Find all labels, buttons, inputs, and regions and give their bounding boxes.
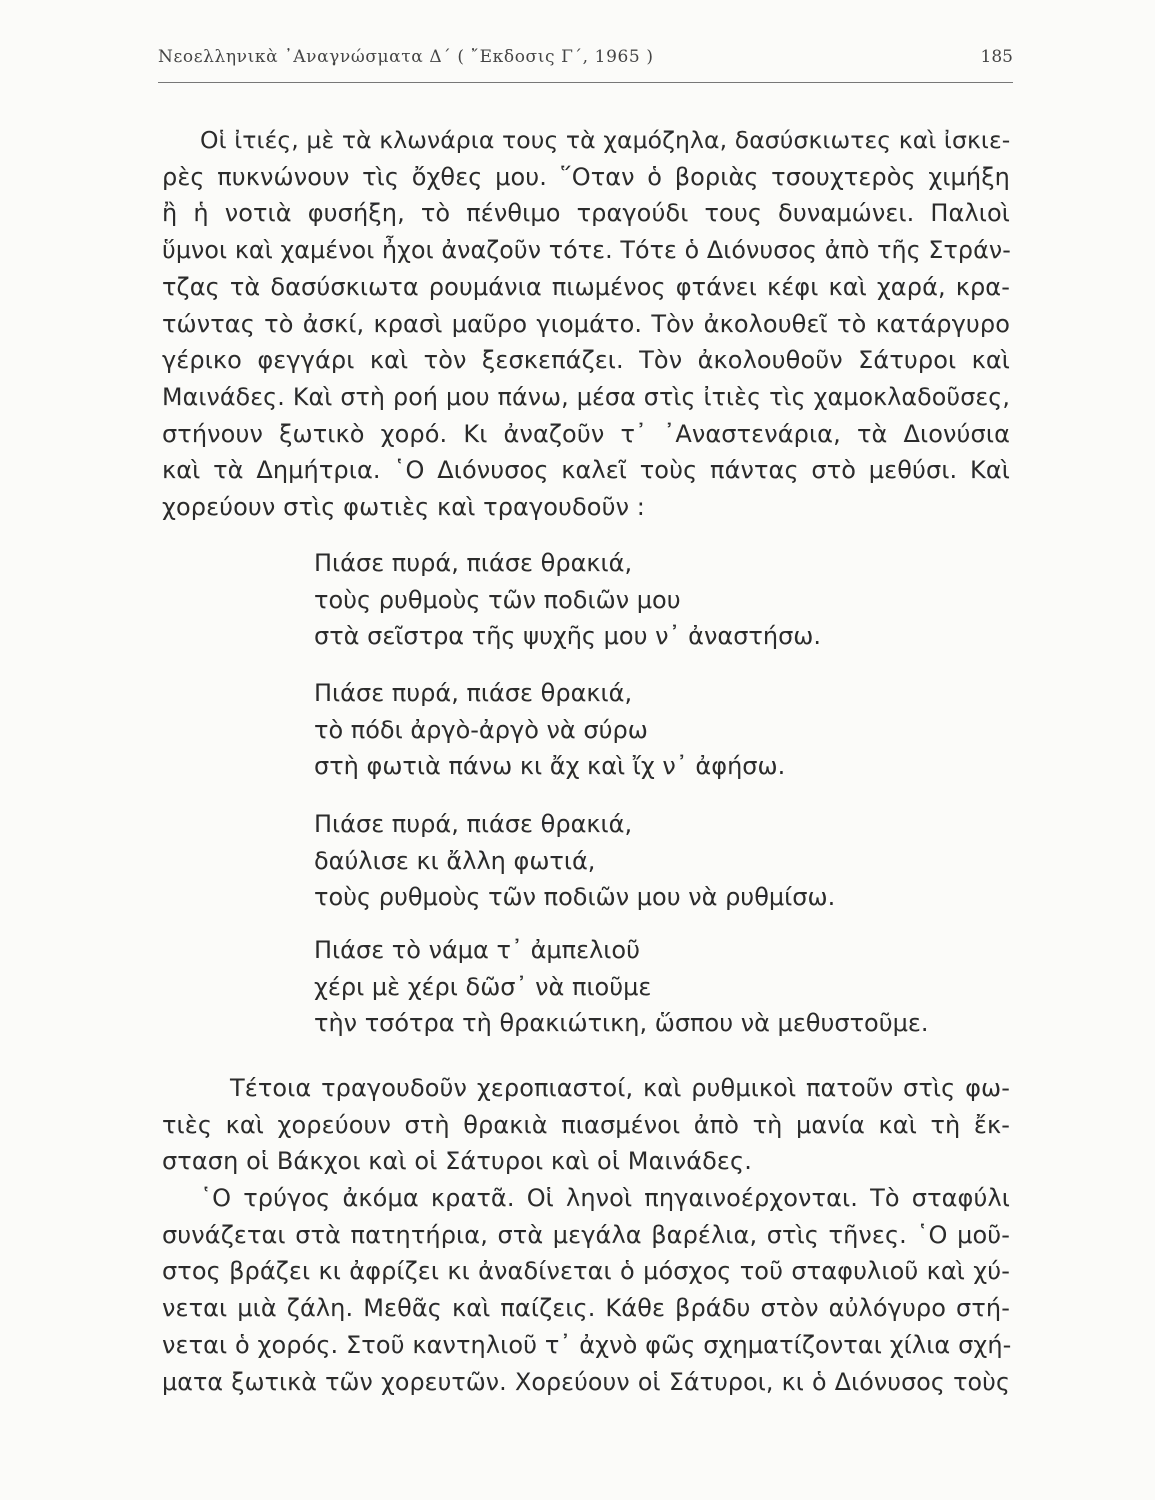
text-line: νεται ὁ χορός. Στοῦ καντηλιοῦ τ᾿ ἀχνὸ φῶς σχηματίζονται χίλια σχή- bbox=[162, 1330, 1012, 1359]
text-line: ρὲς πυκνώνουν τὶς ὄχθες μου. ῞Οταν ὁ βοριὰς τσουχτερὸς χιμήξη bbox=[162, 162, 1010, 191]
paragraph-2 bbox=[162, 1070, 1010, 1180]
text-line: Μαινάδες. Καὶ στὴ ροή μου πάνω, μέσα στὶς ἰτιὲς τὶς χαμοκλαδοῦσες, bbox=[162, 382, 1010, 411]
text-line: τώντας τὸ ἀσκί, κρασὶ μαῦρο γιομάτο. Τὸν ἀκολουθεῖ τὸ κατάργυρο bbox=[162, 309, 1010, 338]
text-line: συνάζεται στὰ πατητήρια, στὰ μεγάλα βαρέλια, στὶς τῆνες. ῾Ο μοῦ- bbox=[162, 1220, 1010, 1249]
verse-line: Πιάσε πυρά, πιάσε θρακιά, bbox=[314, 679, 633, 707]
text-line: στος βράζει κι ἀφρίζει κι ἀναδίνεται ὁ μόσχος τοῦ σταφυλιοῦ καὶ χύ- bbox=[162, 1257, 1010, 1286]
paragraph-3 bbox=[162, 1180, 1010, 1400]
text-line: σταση οἱ Βάκχοι καὶ οἱ Σάτυροι καὶ οἱ Μαινάδες. bbox=[162, 1147, 752, 1176]
text-line: ματα ξωτικὰ τῶν χορευτῶν. Χορεύουν οἱ Σάτυροι, κι ὁ Διόνυσος τοὺς bbox=[162, 1367, 1010, 1396]
running-title: Νεοελληνικὰ ᾿Αναγνώσματα Δ΄ ( ῎Εκδοσις Γ΄, 1965 ) bbox=[158, 47, 654, 67]
text-line: στήνουν ξωτικὸ χορό. Κι ἀναζοῦν τ᾿ ᾿Αναστενάρια, τὰ Διονύσια bbox=[162, 419, 1010, 448]
verse-line: Πιάσε πυρά, πιάσε θρακιά, bbox=[314, 810, 633, 838]
verse-line: τὸ πόδι ἀργὸ-ἀργὸ νὰ σύρω bbox=[314, 715, 648, 744]
poem-stanza-3 bbox=[314, 806, 835, 916]
page-number: 185 bbox=[980, 47, 1013, 67]
verse-line: Πιάσε πυρά, πιάσε θρακιά, bbox=[314, 549, 633, 577]
page-header bbox=[158, 42, 1013, 83]
poem-stanza-2 bbox=[314, 675, 785, 785]
text-line: τζας τὰ δασύσκιωτα ρουμάνια πιωμένος φτάνει κέφι καὶ χαρά, κρα- bbox=[162, 272, 1010, 301]
verse-line: στὴ φωτιὰ πάνω κι ἄχ καὶ ἴχ ν᾿ ἀφήσω. bbox=[314, 752, 786, 781]
paragraph-1 bbox=[162, 122, 1010, 526]
text-line: γέρικο φεγγάρι καὶ τὸν ξεσκεπάζει. Τὸν ἀκολουθοῦν Σάτυροι καὶ bbox=[162, 346, 1010, 375]
text-line: νεται μιὰ ζάλη. Μεθᾶς καὶ παίζεις. Κάθε βράδυ στὸν αὐλόγυρο στή- bbox=[162, 1294, 1010, 1323]
verse-line: δαύλισε κι ἄλλη φωτιά, bbox=[314, 846, 596, 875]
verse-line: τοὺς ρυθμοὺς τῶν ποδιῶν μου bbox=[314, 585, 681, 614]
verse-line: τοὺς ρυθμοὺς τῶν ποδιῶν μου νὰ ρυθμίσω. bbox=[314, 883, 836, 912]
text-line: ῾Ο τρύγος ἀκόμα κρατᾶ. Οἱ ληνοὶ πηγαινοέρχονται. Τὸ σταφύλι bbox=[200, 1184, 1010, 1212]
verse-line: χέρι μὲ χέρι δῶσ᾿ νὰ πιοῦμε bbox=[314, 972, 652, 1001]
verse-line: τὴν τσότρα τὴ θρακιώτικη, ὥσπου νὰ μεθυστοῦμε. bbox=[314, 1009, 929, 1038]
verse-line: Πιάσε τὸ νάμα τ᾿ ἀμπελιοῦ bbox=[314, 936, 640, 964]
verse-line: στὰ σεῖστρα τῆς ψυχῆς μου ν᾿ ἀναστήσω. bbox=[314, 622, 821, 651]
text-line: ὕμνοι καὶ χαμένοι ἦχοι ἀναζοῦν τότε. Τότε ὁ Διόνυσος ἀπὸ τῆς Στράν- bbox=[162, 236, 1011, 265]
text-line: Οἱ ἰτιές, μὲ τὰ κλωνάρια τους τὰ χαμόζηλα, δασύσκιωτες καὶ ἰσκιε- bbox=[200, 126, 1011, 154]
poem-stanza-1 bbox=[314, 545, 821, 655]
text-line: τιὲς καὶ χορεύουν στὴ θρακιὰ πιασμένοι ἀπὸ τὴ μανία καὶ τὴ ἔκ- bbox=[162, 1110, 1010, 1139]
text-line: ἢ ἡ νοτιὰ φυσήξη, τὸ πένθιμο τραγούδι τους δυναμώνει. Παλιοὶ bbox=[162, 199, 1010, 228]
poem-stanza-4 bbox=[314, 932, 928, 1042]
text-line: καὶ τὰ Δημήτρια. ῾Ο Διόνυσος καλεῖ τοὺς πάντας στὸ μεθύσι. Καὶ bbox=[162, 456, 1010, 485]
text-line: χορεύουν στὶς φωτιὲς καὶ τραγουδοῦν : bbox=[162, 493, 645, 522]
text-line: Τέτοια τραγουδοῦν χεροπιαστοί, καὶ ρυθμικοὶ πατοῦν στὶς φω- bbox=[230, 1074, 1010, 1102]
